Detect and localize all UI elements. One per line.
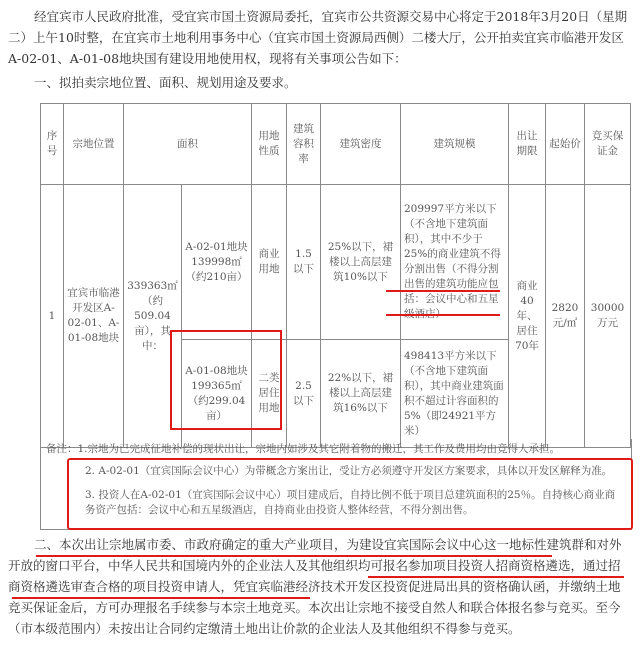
cell-plot2-scale: 498413平方米以下（不含地下建筑面积），其中商业建筑面积不超过计容面积的5%（即24921平方米） [401, 340, 509, 448]
cell-plot1-scale: 209997平方米以下（不含地下建筑面积），其中不少于25%的商业建筑不得分割出售（不得分割出售的建筑功能应包括：会议中心和五星 [401, 185, 509, 340]
cell-plot2-area: A-01-08地块199365㎡（约299.04亩） [182, 340, 252, 448]
cell-deposit: 30000万元 [585, 185, 631, 448]
note-3: 3. 投资人在A-02-01（宜宾国际会议中心）项目建成后，自持比例不低于项目总建筑面积的25％。自持核心商业商务资产包括：会议中心和五星级酒店，自持商业由投资人整体经营，不得分割出售。 [85, 489, 616, 516]
cell-plot2-use: 二类居住用地 [252, 340, 287, 448]
header-far: 建筑容积率 [287, 104, 321, 185]
underline-section2-2 [368, 576, 624, 578]
highlight-box-notes [67, 458, 633, 530]
underline-section2-3 [12, 597, 310, 599]
table-row [41, 185, 631, 340]
cell-plot1-far: 1.5以下 [287, 185, 321, 340]
cell-plot1-density: 25%以下，裙楼以上高层建筑10%以下 [321, 185, 401, 340]
intro-paragraph: 经宜宾市人民政府批准，受宜宾市国土资源局委托，宜宾市公共资源交易中心将定于2018年3月20日（星期二）上午10时整，在宜宾市土地利用事务中心（宜宾市国土资源局西侧）二楼大厅，公开拍卖宜宾市临港开发区A-02-01、A-01-08地块国有建设用地使用权，现将有关事项公告如下： [8, 9, 628, 66]
header-area: 面积 [124, 104, 252, 185]
section-2-paragraph: 二、本次出让宗地属市委、市政府确定的重大产业项目，为建设宜宾国际会议中心这一地标性建筑群和对外开放的窗口平台，中华人民共和国境内外的企业法人及其他组织均可报名参加项目投资人招商资格遴选，通过招商资格遴选审查合格的项目投资申请人，凭宜宾临港经济技术开发区投资促进局出具的资格确认函，并缴纳土地竞买保证金后，方可办理报名手续参与本宗土地竞买。本次出让宗地不接受自然人和联合体报名参与竞买。至今（市本级范围内）未按出让合同约定缴清土地出让价款的企业法人及其他组织不得参与竞买。 [8, 537, 622, 636]
cell-start-price: 2820元/㎡ [546, 185, 585, 448]
table-header-row [41, 104, 631, 185]
header-seq: 序号 [41, 104, 64, 185]
underline-scale-1 [386, 290, 500, 292]
header-term: 出让期限 [509, 104, 546, 185]
header-scale: 建筑规模 [401, 104, 509, 185]
section-1-heading: 一、拟拍卖宗地位置、面积、规划用途及要求。 [34, 75, 297, 90]
underline-scale-2 [386, 314, 500, 316]
cell-seq: 1 [41, 185, 64, 448]
cell-area-total: 339363㎡（约509.04亩），其中： [124, 185, 182, 448]
cell-plot1-use: 商业用地 [252, 185, 287, 340]
header-deposit: 竞买保证金 [585, 104, 631, 185]
header-density: 建筑密度 [321, 104, 401, 185]
cell-plot2-far: 2.5以下 [287, 340, 321, 448]
highlight-box-plot2 [170, 330, 282, 430]
note-1: 备注：1.宗地为已完成征地补偿的现状出让，宗地内如涉及其它附着物的搬迁，其工作及费用均由竞得人承担。 [46, 443, 561, 455]
cell-term: 商业40年、居住70年 [509, 185, 546, 448]
note-2: 2. A-02-01（宜宾国际会议中心）为带概念方案出让，受让方必须遵守开发区方案要求，具体以开发区解释为准。 [85, 465, 613, 477]
cell-plot2-density: 22%以下，裙楼以上高层建筑16%以下 [321, 340, 401, 448]
cell-plot1-area: A-02-01地块139998㎡（约210亩） [182, 185, 252, 340]
cell-location: 宜宾市临港开发区A-02-01、A-01-08地块 [64, 185, 124, 448]
underline-section2-1 [36, 555, 552, 557]
header-use: 用地性质 [252, 104, 287, 185]
parcel-table [40, 103, 631, 448]
header-start-price: 起始价 [546, 104, 585, 185]
header-location: 宗地位置 [64, 104, 124, 185]
